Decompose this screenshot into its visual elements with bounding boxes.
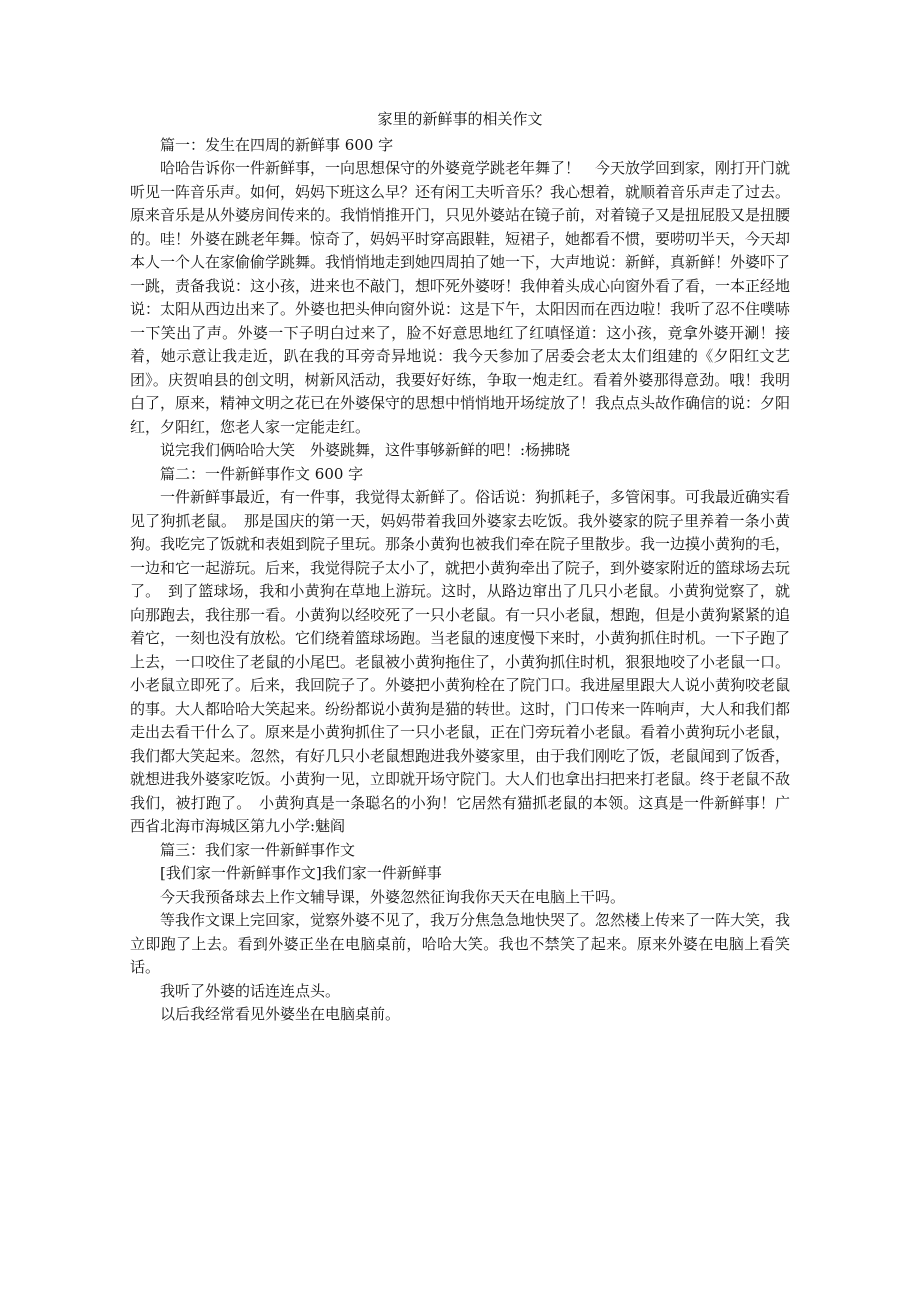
- section3-paragraph-2: 今天我预备球去上作文辅导课，外婆忽然征询我你天天在电脑上干吗。: [160, 887, 626, 906]
- section3-paragraph-1: [我们家一件新鲜事作文]我们家一件新鲜事: [160, 864, 442, 882]
- section3-heading: 篇三：我们家一件新鲜事作文: [160, 840, 356, 859]
- document-title: 家里的新鲜事的相关作文: [377, 110, 543, 128]
- section3-paragraph-5: 以后我经常看见外婆坐在电脑桌前。: [160, 1005, 401, 1023]
- section3-paragraph-3: 等我作文课上完回家，觉察外婆不见了，我万分焦急急地快哭了。忽然楼上传来了一阵大笑，我立即跑了上去。看到外婆正坐在电脑桌前，哈哈大笑。我也不禁笑了起来。原来外婆在电脑上看笑话。: [130, 911, 791, 976]
- section1-heading: 篇一：发生在四周的新鲜事 600 字: [160, 135, 394, 154]
- section1-paragraph-2: 说完我们俩哈哈大笑 外婆跳舞，这件事够新鲜的吧！:杨拂晓: [160, 441, 571, 459]
- section2-paragraph-1: 一件新鲜事最近，有一件事，我觉得太新鲜了。俗话说：狗抓耗子，多管闲事。可我最近确实看见了狗抓老鼠。 那是国庆的第一天，妈妈带着我回外婆家去吃饭。我外婆家的院子里养着一条小黄狗。我吃完了饭就和表姐到院子里玩。那条小黄狗也被我们牵在院子里散步。我一边摸小黄狗的毛，一边和它一起游玩。后来，我觉得院子太小了，就把小黄狗牵出了院子，到外婆家附近的篮球场去玩了。 到了篮球场，我和小黄狗在草地上游玩。这时，从路边窜出了几只小老鼠。小黄狗觉察了，就向那跑去，我往那一看。小黄狗以经咬死了一只小老鼠。有一只小老鼠，想跑，但是小黄狗紧紧的追着它，一刻也没有放松。它们绕着篮球场跑。当老鼠的速度慢下来时，小黄狗抓住时机。一下子跑了上去，一口咬住了老鼠的小尾巴。老鼠被小黄狗拖住了，小黄狗抓住时机，狠狠地咬了小老鼠一口。小老鼠立即死了。后来，我回院子了。外婆把小黄狗栓在了院门口。我进屋里跟大人说小黄狗咬老鼠的事。大人都哈哈大笑起来。纷纷都说小黄狗是猫的转世。这时，门口传来一阵响声，大人和我们都走出去看干什么了。原来是小黄狗抓住了一只小老鼠，正在门旁玩着小老鼠。看着小黄狗玩小老鼠，我们都大笑起来。忽然，有好几只小老鼠想跑进我外婆家里，由于我们刚吃了饭，老鼠闻到了饭香，就想进我外婆家吃饭。小黄狗一见，立即就开场守院门。大人们也拿出扫把来打老鼠。终于老鼠不敌我们，被打跑了。 小黄狗真是一条聪名的小狗！它居然有猫抓老鼠的本领。这真是一件新鲜事！广西省北海市海城区第九小学:魅阎: [130, 488, 791, 835]
- section2-heading: 篇二：一件新鲜事作文 600 字: [160, 464, 364, 483]
- section1-paragraph-1: 哈哈告诉你一件新鲜事，一向思想保守的外婆竟学跳老年舞了！ 今天放学回到家，刚打开门就听见一阵音乐声。如何，妈妈下班这么早？还有闲工夫听音乐？我心想着，就顺着音乐声走了过去。原来音乐是从外婆房间传来的。我悄悄推开门，只见外婆站在镜子前，对着镜子又是扭屁股又是扭腰的。哇！外婆在跳老年舞。惊奇了，妈妈平时穿高跟鞋，短裙子，她都看不惯，要唠叨半天，今天却本人一个人在家偷偷学跳舞。我悄悄地走到她四周拍了她一下，大声地说：新鲜，真新鲜！外婆吓了一跳，责备我说：这小孩，进来也不敲门，想吓死外婆呀！我伸着头成心向窗外看了看，一本正经地说：太阳从西边出来了。外婆也把头伸向窗外说：这是下午，太阳因而在西边啦！我听了忍不住噗哧一下笑出了声。外婆一下子明白过来了，脸不好意思地红了红嗔怪道：这小孩，竟拿外婆开涮！接着，她示意让我走近，趴在我的耳旁奇异地说：我今天参加了居委会老太太们组建的《夕阳红文艺团》。庆贺咱县的创文明，树新风活动，我要好好练，争取一炮走红。看着外婆那得意劲。哦！我明白了，原来，精神文明之花已在外婆保守的思想中悄悄地开场绽放了！我点点头故作确信的说：夕阳红，夕阳红，您老人家一定能走红。: [130, 159, 791, 436]
- document-page: [130, 108, 790, 1027]
- section3-paragraph-4: 我听了外婆的话连连点头。: [160, 981, 341, 1000]
